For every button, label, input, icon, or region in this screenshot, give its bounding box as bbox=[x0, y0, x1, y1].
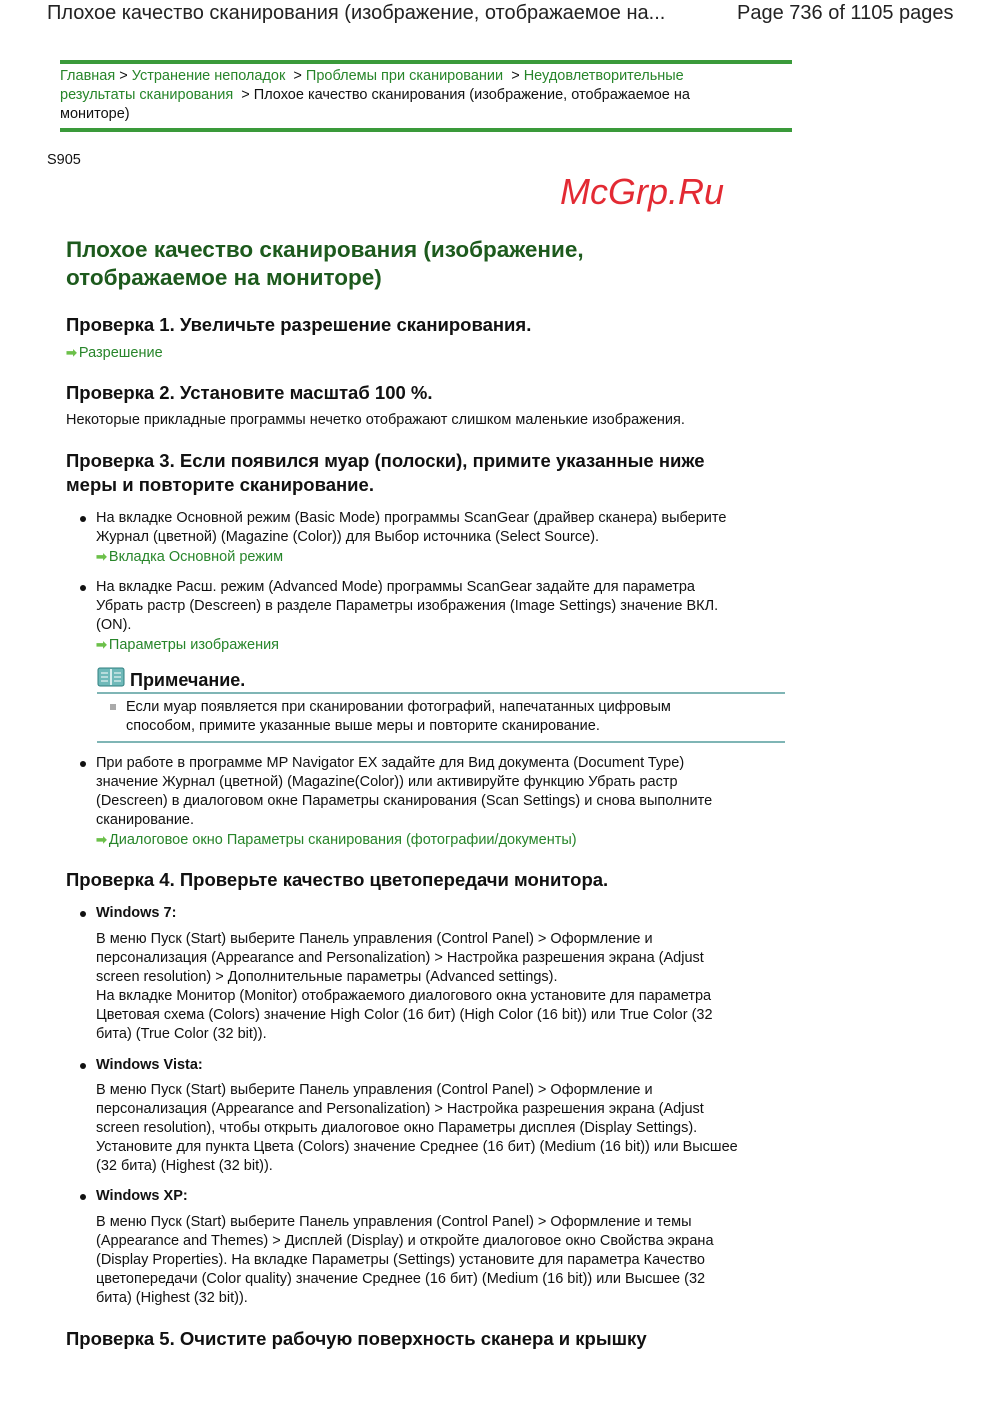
basic-mode-link[interactable]: ➡ Вкладка Основной режим bbox=[96, 549, 284, 565]
xp-instructions: В меню Пуск (Start) выберите Панель управления (Control Panel) > Оформление и темы (Appearance and Themes) > Дисплей (Display) и откройте диалоговое окно Свойства экрана (Display Properties). На вкладке Параметры (Settings) установите для параметра Качество цветопередачи (Color quality) значение Среднее (16 бит) (Medium (16 bit)) или Высшее (32 бита) (Highest (32 bit)). bbox=[96, 1214, 714, 1306]
breadcrumb-unsatisfactory-1[interactable]: Неудовлетворительные bbox=[523, 68, 684, 84]
note-heading: Примечание. bbox=[130, 670, 246, 690]
breadcrumb bbox=[60, 67, 800, 124]
arrow-right-icon: ➡ bbox=[96, 549, 107, 564]
breadcrumb-current: Плохое качество сканирования (изображение, отображаемое на bbox=[253, 87, 690, 103]
check3-bullet-3: При работе в программе MP Navigator EX задайте для Вид документа (Document Type) значение Журнал (цветной) (Magazine(Color)) или активируйте функцию Убрать растр (Descreen) в диалоговом окне Параметры сканирования (Scan Settings) и снова выполните сканирование. ➡ Диалоговое окно Параметры сканирования (фотографии/документы) bbox=[96, 755, 713, 848]
arrow-right-icon: ➡ bbox=[66, 345, 77, 360]
bullet-icon bbox=[80, 761, 86, 767]
breadcrumb-current-cont: мониторе) bbox=[60, 106, 130, 122]
os-label-win7: Windows 7: bbox=[96, 905, 177, 921]
note-divider bbox=[97, 692, 785, 694]
check3-heading: Проверка 3. Если появился муар (полоски), примите указанные ниже меры и повторите сканирование. bbox=[66, 450, 705, 495]
arrow-right-icon: ➡ bbox=[96, 832, 107, 847]
page-number: Page 736 of 1105 pages bbox=[737, 2, 954, 24]
os-label-xp: Windows XP: bbox=[96, 1188, 188, 1204]
check3-bullet-1: На вкладке Основной режим (Basic Mode) программы ScanGear (драйвер сканера) выберите Журнал (цветной) (Magazine (Color)) для Выбор источника (Select Source). ➡ Вкладка Основной режим bbox=[96, 510, 727, 565]
win7-instructions: В меню Пуск (Start) выберите Панель управления (Control Panel) > Оформление и персонализация (Appearance and Personalization) > Настройка разрешения экрана (Adjust screen resolution) > Дополнительные параметры (Advanced settings). На вкладке Монитор (Monitor) отображаемого диалогового окна установите для параметра Цветовая схема (Colors) значение High Color (16 бит) (High Color (16 bit)) или True Color (32 бита) (True Color (32 bit)). bbox=[96, 931, 713, 1042]
check3-bullet-2: На вкладке Расш. режим (Advanced Mode) программы ScanGear задайте для параметра Убрать растр (Descreen) в разделе Параметры изображения (Image Settings) значение ВКЛ. (ON). ➡ Параметры изображения bbox=[96, 579, 719, 653]
separator: > bbox=[293, 68, 302, 84]
note-book-icon bbox=[97, 667, 125, 687]
separator: > bbox=[511, 68, 520, 84]
check2-heading: Проверка 2. Установите масштаб 100 %. bbox=[66, 382, 433, 403]
breadcrumb-scanning-problems[interactable]: Проблемы при сканировании bbox=[305, 68, 504, 84]
os-label-vista: Windows Vista: bbox=[96, 1057, 203, 1073]
note-divider bbox=[97, 741, 785, 743]
bullet-icon bbox=[80, 1063, 86, 1069]
bullet-icon bbox=[80, 911, 86, 917]
breadcrumb-troubleshooting[interactable]: Устранение неполадок bbox=[131, 68, 286, 84]
page-title: Плохое качество сканирования (изображение, отображаемое на мониторе) bbox=[66, 237, 584, 290]
divider bbox=[60, 128, 792, 132]
breadcrumb-home[interactable]: Главная bbox=[60, 68, 116, 84]
scan-settings-link[interactable]: ➡ Диалоговое окно Параметры сканирования (фотографии/документы) bbox=[96, 832, 577, 848]
separator: > bbox=[241, 87, 250, 103]
note-text: Если муар появляется при сканировании фотографий, напечатанных цифровым способом, примите указанные выше меры и повторите сканирование. bbox=[126, 699, 671, 734]
square-bullet-icon bbox=[110, 704, 116, 710]
bullet-icon bbox=[80, 585, 86, 591]
model-code: S905 bbox=[47, 152, 81, 168]
arrow-right-icon: ➡ bbox=[96, 637, 107, 652]
bullet-icon bbox=[80, 1194, 86, 1200]
check4-heading: Проверка 4. Проверьте качество цветопередачи монитора. bbox=[66, 869, 609, 890]
check2-text: Некоторые прикладные программы нечетко отображают слишком маленькие изображения. bbox=[66, 412, 685, 428]
image-settings-link[interactable]: ➡ Параметры изображения bbox=[96, 637, 280, 653]
bullet-icon bbox=[80, 516, 86, 522]
check5-heading: Проверка 5. Очистите рабочую поверхность сканера и крышку bbox=[66, 1328, 647, 1349]
resolution-link[interactable]: ➡ Разрешение bbox=[66, 345, 163, 361]
separator: > bbox=[119, 68, 128, 84]
divider bbox=[60, 60, 792, 64]
check1-heading: Проверка 1. Увеличьте разрешение сканирования. bbox=[66, 314, 532, 335]
vista-instructions: В меню Пуск (Start) выберите Панель управления (Control Panel) > Оформление и персонализация (Appearance and Personalization) > Настройка разрешения экрана (Adjust screen resolution), чтобы открыть диалоговое окно Параметры дисплея (Display Settings). Установите для пункта Цвета (Colors) значение Среднее (16 бит) (Medium (16 bit)) или Высшее (32 бита) (Highest (32 bit)). bbox=[96, 1082, 738, 1174]
page-header-title: Плохое качество сканирования (изображение, отображаемое на... bbox=[47, 2, 666, 24]
watermark: McGrp.Ru bbox=[560, 171, 725, 212]
breadcrumb-unsatisfactory-2[interactable]: результаты сканирования bbox=[60, 87, 234, 103]
